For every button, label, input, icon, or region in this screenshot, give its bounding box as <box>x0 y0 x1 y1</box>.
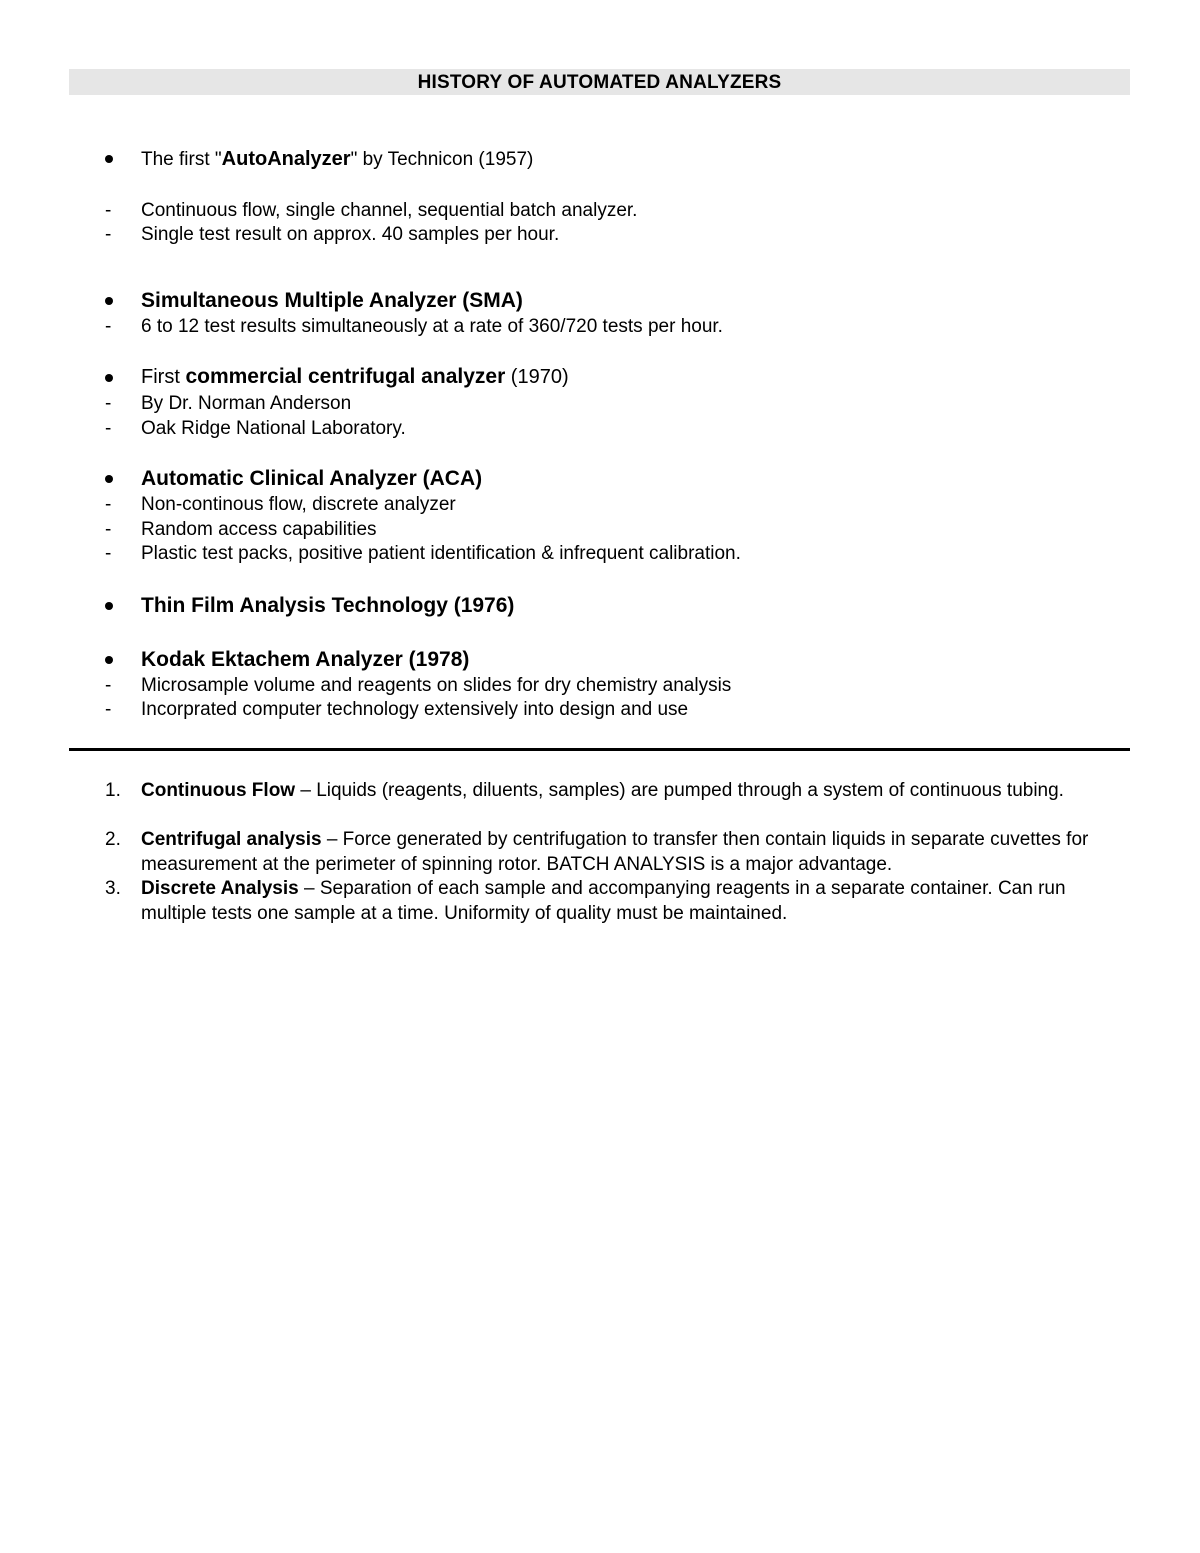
dash-marker: - <box>105 494 112 515</box>
list-item: Incorprated computer technology extensively into design and use <box>141 699 689 720</box>
bullet-icon <box>105 374 113 382</box>
list-item: Random access capabilities <box>141 519 377 540</box>
definition-text: – Force generated by centrifugation to transfer then contain liquids in separate cuvettes for measurement at the perimeter of spinning rotor. BATCH ANALYSIS is a major advantage. <box>141 829 1089 875</box>
bullet-icon <box>105 475 113 483</box>
dash-marker: - <box>105 418 112 439</box>
list-item: Microsample volume and reagents on slides for dry chemistry analysis <box>141 675 732 696</box>
definition-term: Continuous Flow <box>141 780 296 801</box>
bullet-icon <box>105 297 113 305</box>
section-aca-heading: Automatic Clinical Analyzer (ACA) <box>141 467 483 490</box>
definition-number: 2. <box>105 829 121 850</box>
section-kodak-heading: Kodak Ektachem Analyzer (1978) <box>141 648 470 671</box>
definition-text: – Separation of each sample and accompanying reagents in a separate container. Can run multiple tests one sample at a time. Uniformity of quality must be maintained. <box>141 878 1066 924</box>
dash-marker: - <box>105 200 112 221</box>
heading-bold-text: AutoAnalyzer <box>221 148 351 170</box>
definition-number: 3. <box>105 878 121 899</box>
dash-marker: - <box>105 224 112 245</box>
heading-text: First <box>141 366 186 388</box>
list-item: Continuous flow, single channel, sequential batch analyzer. <box>141 200 638 221</box>
heading-text: " by Technicon (1957) <box>350 149 534 170</box>
heading-text: The first " <box>141 149 222 170</box>
definition-item <box>141 877 1131 926</box>
list-item: Single test result on approx. 40 samples per hour. <box>141 224 560 245</box>
dash-marker: - <box>105 675 112 696</box>
section-thin-film-heading: Thin Film Analysis Technology (1976) <box>141 594 515 617</box>
dash-marker: - <box>105 699 112 720</box>
section-centrifugal-heading <box>141 365 569 389</box>
section-divider <box>69 748 1130 751</box>
heading-bold-text: commercial centrifugal analyzer <box>185 365 506 388</box>
bullet-icon <box>105 656 113 664</box>
dash-marker: - <box>105 543 112 564</box>
bullet-icon <box>105 602 113 610</box>
definition-item <box>141 779 1131 804</box>
section-sma-heading: Simultaneous Multiple Analyzer (SMA) <box>141 289 523 312</box>
bullet-icon <box>105 155 113 163</box>
list-item: 6 to 12 test results simultaneously at a rate of 360/720 tests per hour. <box>141 316 723 337</box>
definition-text: – Liquids (reagents, diluents, samples) are pumped through a system of continuous tubing. <box>295 780 1064 801</box>
definition-term: Discrete Analysis <box>141 878 299 899</box>
list-item: By Dr. Norman Anderson <box>141 393 352 414</box>
definition-item <box>141 828 1131 877</box>
dash-marker: - <box>105 316 112 337</box>
page-title: HISTORY OF AUTOMATED ANALYZERS <box>69 69 1130 95</box>
list-item: Non-continous flow, discrete analyzer <box>141 494 456 515</box>
definition-number: 1. <box>105 780 121 801</box>
list-item: Oak Ridge National Laboratory. <box>141 418 406 439</box>
dash-marker: - <box>105 519 112 540</box>
section-autoanalyzer-heading <box>141 147 533 172</box>
definition-term: Centrifugal analysis <box>141 829 322 850</box>
list-item: Plastic test packs, positive patient identification & infrequent calibration. <box>141 543 741 564</box>
dash-marker: - <box>105 393 112 414</box>
heading-text: (1970) <box>505 366 569 388</box>
